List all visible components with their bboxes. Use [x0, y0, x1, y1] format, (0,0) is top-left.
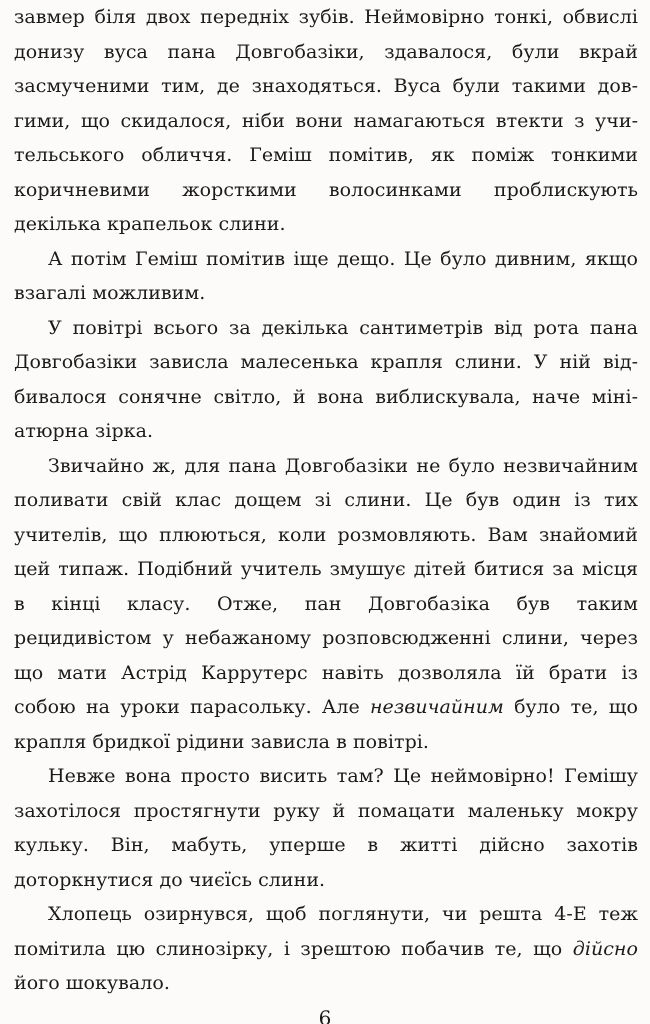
paragraph-text: було те, що крапля бридкої рідини зависла в повітрі.: [14, 696, 638, 753]
italic-word: дійсно: [572, 937, 638, 960]
paragraph-text: Хлопець озирнувся, щоб поглянути, чи решта 4-Е теж помітила цю слинозірку, і зрештою побачив те, що: [14, 903, 638, 960]
paragraph-text: А потім Геміш помітив іще дещо. Це було дивним, якщо взагалі можливим.: [14, 247, 638, 304]
paragraph-text: його шокувало.: [14, 972, 170, 994]
paragraph: [14, 759, 638, 897]
paragraph-text: У повітрі всього за декілька сантиметрів від рота пана Довгобазіки зависла малесенька крапля слини. У ній відбивалося сонячне світло, й вона виблискувала, наче мініатюрна зірка.: [14, 316, 638, 442]
italic-word: незвичайним: [369, 696, 504, 718]
paragraph: [14, 311, 638, 449]
paragraph-text: завмер біля двох передніх зубів. Неймовірно тонкі, обвислі донизу вуса пана Довгобазіки, здавалося, були вкрай засмученими тим, де знаходяться. Вуса були такими довгими, що скидалося, ніби вони намагаються втекти з учительського обличчя. Геміш помітив, як поміж тонкими коричневими жорсткими волосинками проблискують декілька крапельок слини.: [14, 6, 638, 235]
body-text: [14, 0, 638, 1001]
paragraph: [14, 242, 638, 311]
paragraph: [14, 0, 638, 242]
paragraph-text: Звичайно ж, для пана Довгобазіки не було незвичайним поливати свій клас дощем зі слини. Це був один із тих учителів, що плюються, коли розмовляють. Вам знайомий цей типаж. Подібний учитель змушує дітей битися за місця в кінці класу. Отже, пан Довгобазіка був таким рецидивістом у небажаному розповсюдженні слини, через що мати Астрід Каррутерс навіть дозволяла їй брати із собою на уроки парасольку. Але: [14, 454, 638, 718]
paragraph: [14, 897, 638, 1001]
paragraph: [14, 449, 638, 760]
page-number: 6: [318, 1006, 332, 1024]
paragraph-text: Невже вона просто висить там? Це неймовірно! Гемішу захотілося простягнути руку й помацати маленьку мокру кульку. Він, мабуть, уперше в житті дійсно захотів доторкнутися до чиєїсь слини.: [14, 765, 638, 891]
